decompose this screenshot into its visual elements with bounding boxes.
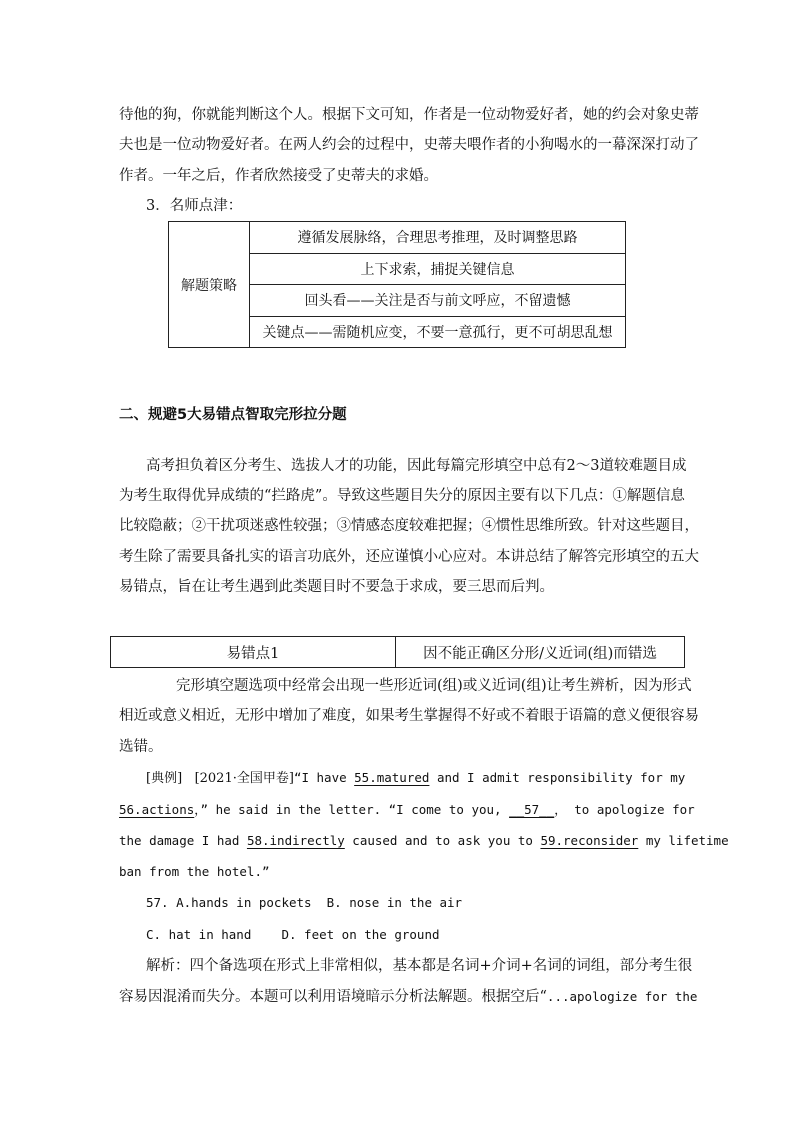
example-text: “I have	[293, 770, 355, 785]
tips-table	[168, 221, 626, 348]
example-text: ，” he said in the letter. “I come to you,	[194, 802, 510, 817]
example-text: and I admit responsibility for my	[429, 770, 686, 785]
error-point-table	[110, 636, 685, 668]
analysis-text: 容易因混淆而失分。本题可以利用语境暗示分析法解题。根据空后“	[119, 989, 547, 1005]
example-underlined: 56.actions	[119, 802, 195, 817]
example-question: 57. A.hands in pockets B. nose in the air	[146, 895, 463, 910]
tips-label: 3．名师点津：	[146, 198, 243, 214]
intro-line-2: 夫也是一位动物爱好者。在两人约会的过程中，史蒂夫喂作者的小狗喝水的一幕深深打动了	[119, 137, 699, 153]
analysis-line-1: 解析：四个备选项在形式上非常相似，基本都是名词+介词+名词的词组，部分考生很	[146, 958, 693, 974]
example-source: [2021·全国甲卷]	[194, 771, 294, 786]
example-text: ， to apologize for	[554, 802, 695, 817]
example-underlined: 58.indirectly	[246, 833, 345, 848]
example-text: caused and to ask you to	[344, 833, 541, 848]
example-blank: __57__	[509, 802, 555, 817]
example-underlined: 59.reconsider	[540, 833, 639, 848]
analysis-line-2	[119, 987, 697, 1007]
error-para-line: 相近或意义相近，无形中增加了难度，如果考生掌握得不好或不着眼于语篇的意义便很容易	[119, 708, 699, 724]
tips-row: 遵循发展脉络，合理思考推理，及时调整思路	[250, 222, 626, 254]
example-options: C. hat in hand D. feet on the ground	[146, 927, 440, 942]
error-point-title: 因不能正确区分形/义近词(组)而错选	[396, 637, 685, 668]
error-para-line: 选错。	[119, 739, 163, 755]
example-underlined: 55.matured	[354, 770, 430, 785]
tips-row: 上下求索，捕捉关键信息	[250, 253, 626, 285]
intro-line-1: 待他的狗，你就能判断这个人。根据下文可知，作者是一位动物爱好者，她的约会对象史蒂	[119, 107, 699, 123]
example-text: the damage I had	[119, 833, 247, 848]
example-text: my lifetime	[638, 833, 729, 848]
example-line-4: ban from the hotel.”	[119, 864, 270, 879]
section-para-line: 为考生取得优异成绩的“拦路虎”。导致这些题目失分的原因主要有以下几点：①解题信息	[119, 488, 685, 504]
tips-row: 关键点——需随机应变，不要一意孤行，更不可胡思乱想	[250, 316, 626, 348]
example-line-1	[146, 768, 685, 789]
error-point-label: 易错点1	[111, 637, 396, 668]
section-para-line: 易错点，旨在让考生遇到此类题目时不要急于求成，要三思而后判。	[119, 579, 554, 595]
section-para-line: 高考担负着区分考生、选拔人才的功能，因此每篇完形填空中总有2～3道较难题目成	[146, 458, 687, 474]
example-tag: [典例]	[146, 771, 183, 786]
example-line-2	[119, 800, 695, 820]
analysis-quote: ...apologize for the	[546, 989, 698, 1004]
example-line-3	[119, 831, 729, 851]
tips-category: 解题策略	[169, 222, 250, 348]
section-heading: 二、规避5大易错点智取完形拉分题	[119, 407, 347, 423]
section-para-line: 考生除了需要具备扎实的语言功底外，还应谨慎小心应对。本讲总结了解答完形填空的五大	[119, 549, 699, 565]
intro-line-3: 作者。一年之后，作者欣然接受了史蒂夫的求婚。	[119, 168, 438, 184]
section-para-line: 比较隐蔽；②干扰项迷惑性较强；③情感态度较难把握；④惯性思维所致。针对这些题目，	[119, 518, 699, 534]
tips-row: 回头看——关注是否与前文呼应，不留遗憾	[250, 285, 626, 317]
error-para-line: 完形填空题选项中经常会出现一些形近词(组)或义近词(组)让考生辨析，因为形式	[176, 678, 692, 694]
